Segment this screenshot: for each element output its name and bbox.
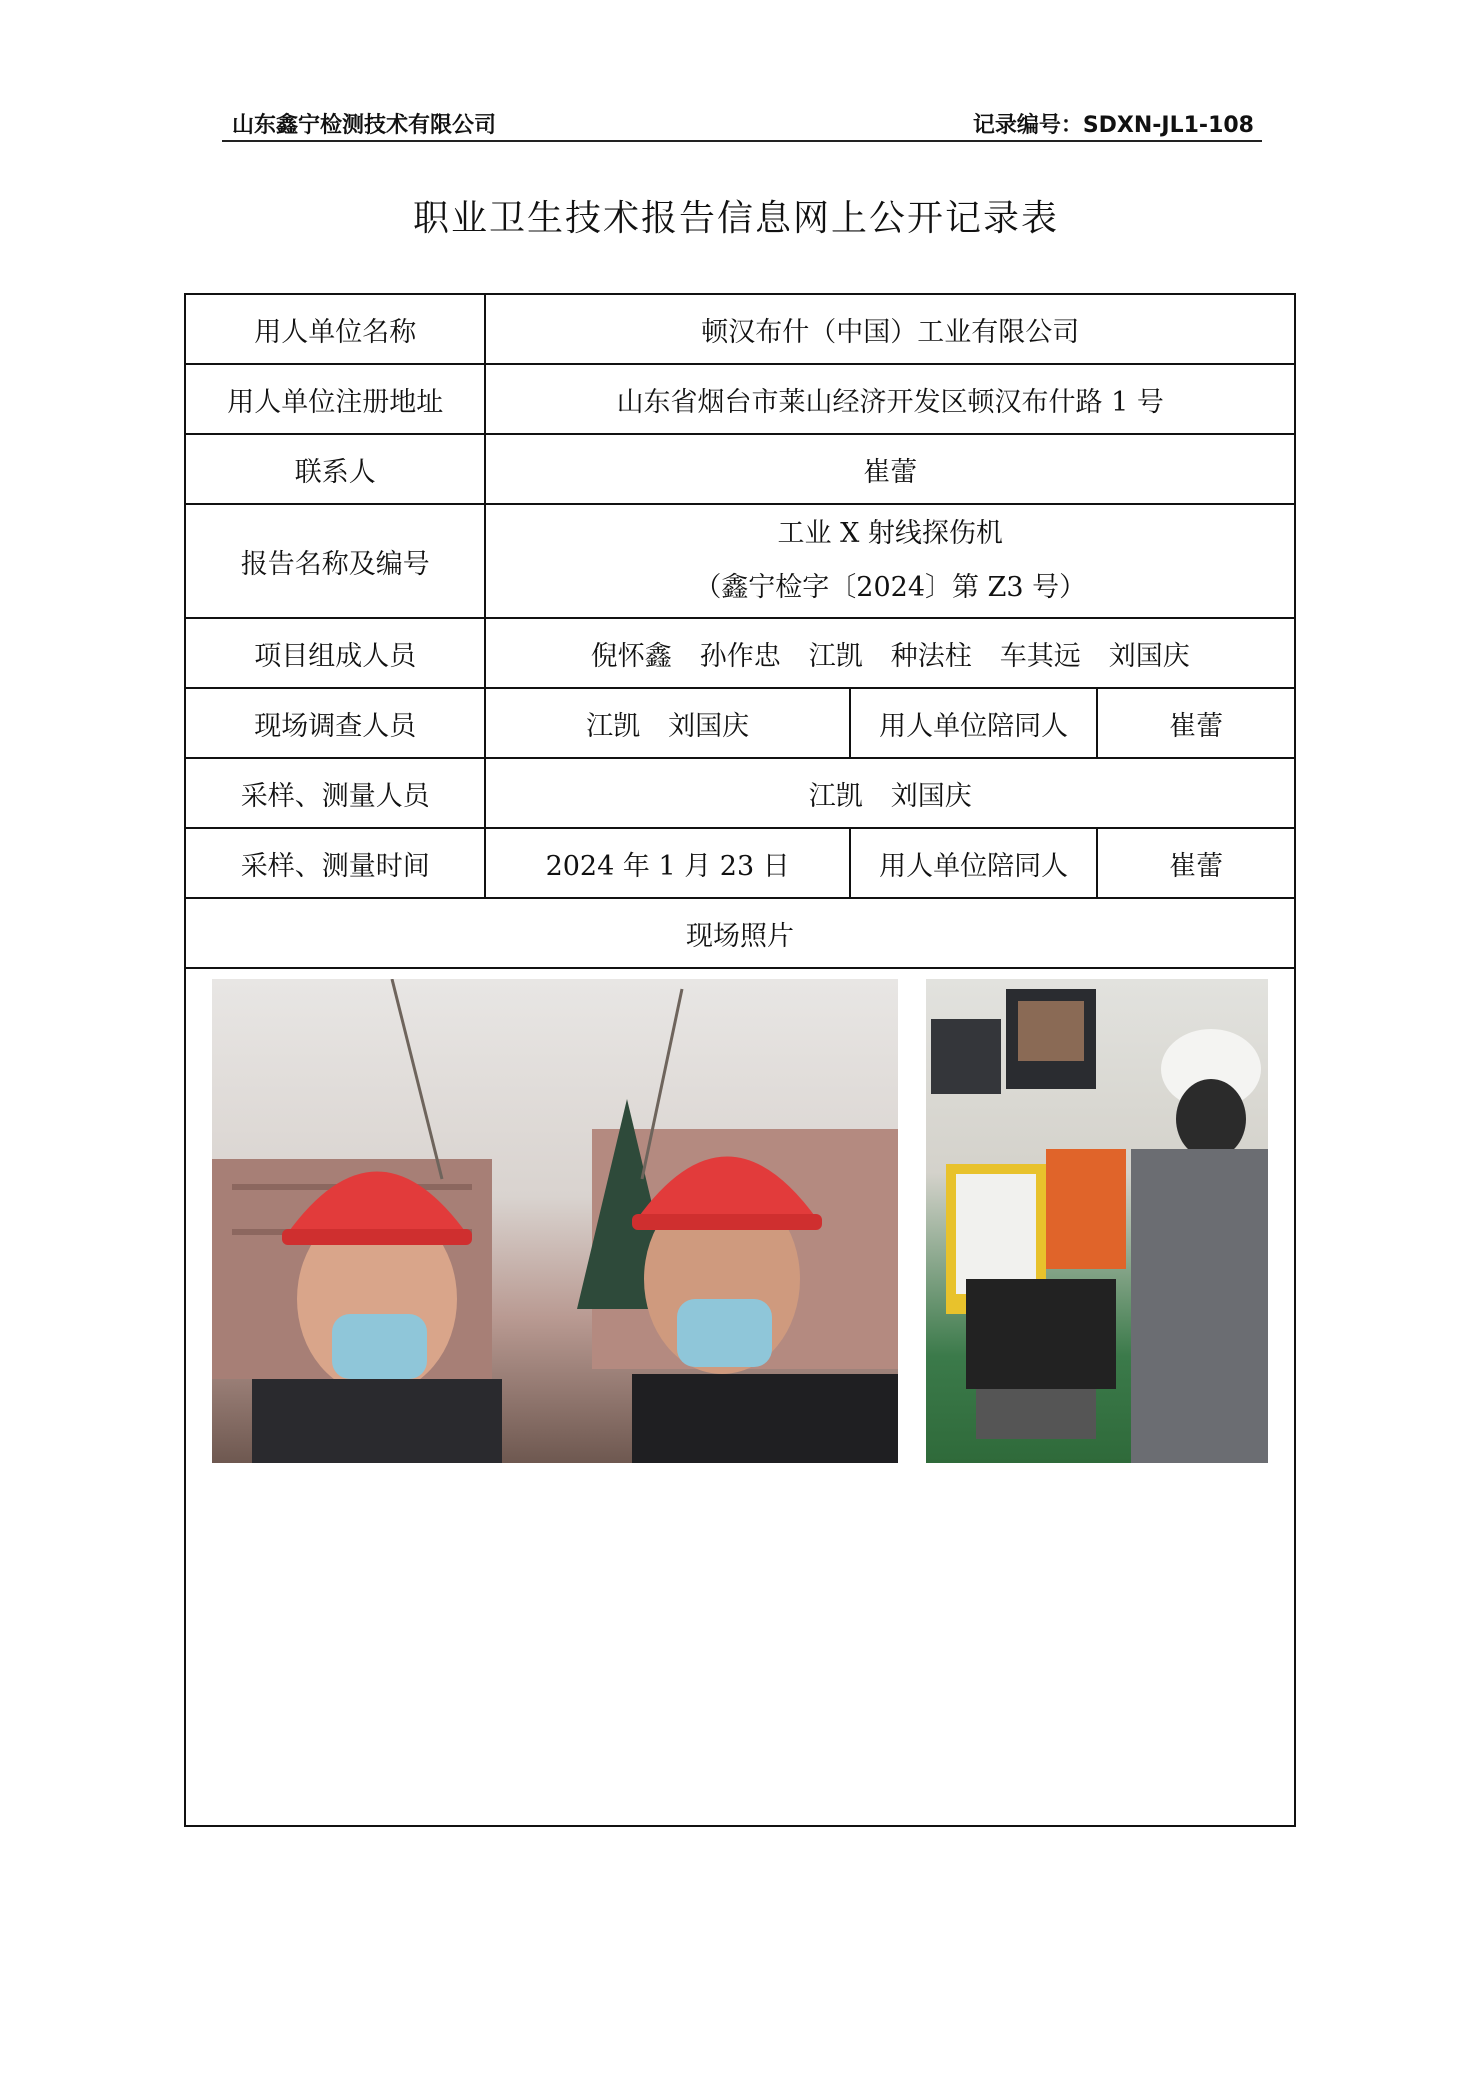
value-survey: [485, 688, 849, 758]
label-project-members: 项目组成人员: [185, 618, 485, 688]
survey-person: 刘国庆: [668, 710, 750, 742]
site-photo-equipment: [926, 979, 1268, 1463]
member-name: 车其远: [999, 640, 1081, 672]
workers-photo-illustration: [212, 979, 898, 1463]
value-survey-escort: 崔蕾: [1097, 688, 1295, 758]
member-name: 刘国庆: [1108, 640, 1190, 672]
value-sampling-date: 2024 年 1 月 23 日: [485, 828, 849, 898]
label-employer-address: 用人单位注册地址: [185, 364, 485, 434]
member-name: 孙作忠: [699, 640, 781, 672]
value-contact: 崔蕾: [485, 434, 1295, 504]
member-name: 种法柱: [890, 640, 972, 672]
row-employer-address: [185, 364, 1295, 434]
document-header: [222, 104, 1262, 142]
survey-person: 江凯: [586, 710, 641, 742]
label-contact: 联系人: [185, 434, 485, 504]
row-survey: [185, 688, 1295, 758]
label-survey: 现场调查人员: [185, 688, 485, 758]
row-report: [185, 504, 1295, 618]
value-employer-address: 山东省烟台市莱山经济开发区顿汉布什路 1 号: [485, 364, 1295, 434]
label-survey-escort: 用人单位陪同人: [850, 688, 1098, 758]
row-photos-header: [185, 898, 1295, 968]
record-number: 记录编号：SDXN-JL1-108: [972, 113, 1254, 138]
row-sampling-time: [185, 828, 1295, 898]
value-employer-name: 顿汉布什（中国）工业有限公司: [485, 294, 1295, 364]
row-project-members: [185, 618, 1295, 688]
site-photo-workers: [212, 979, 898, 1463]
photo-area: [185, 968, 1295, 1826]
value-sampling-escort: 崔蕾: [1097, 828, 1295, 898]
member-name: 江凯: [808, 640, 863, 672]
company-name: 山东鑫宁检测技术有限公司: [232, 113, 497, 138]
record-table: [184, 293, 1296, 1827]
label-photos: 现场照片: [185, 898, 1295, 968]
label-employer-name: 用人单位名称: [185, 294, 485, 364]
row-sampling-staff: [185, 758, 1295, 828]
row-employer-name: [185, 294, 1295, 364]
report-number: （鑫宁检字〔2024〕第 Z3 号）: [694, 572, 1087, 603]
label-sampling-time: 采样、测量时间: [185, 828, 485, 898]
row-contact: [185, 434, 1295, 504]
value-sampling-staff: [485, 758, 1295, 828]
row-photos: [185, 968, 1295, 1826]
sampling-person: 江凯: [808, 780, 863, 812]
label-sampling-escort: 用人单位陪同人: [850, 828, 1098, 898]
label-sampling-staff: 采样、测量人员: [185, 758, 485, 828]
value-report: [485, 504, 1295, 618]
value-project-members: [485, 618, 1295, 688]
report-name: 工业 X 射线探伤机: [777, 518, 1003, 549]
member-name: 倪怀鑫: [590, 640, 672, 672]
equipment-photo-illustration: [926, 979, 1268, 1463]
sampling-person: 刘国庆: [890, 780, 972, 812]
label-report: 报告名称及编号: [185, 504, 485, 618]
page-title: 职业卫生技术报告信息网上公开记录表: [412, 198, 1059, 239]
